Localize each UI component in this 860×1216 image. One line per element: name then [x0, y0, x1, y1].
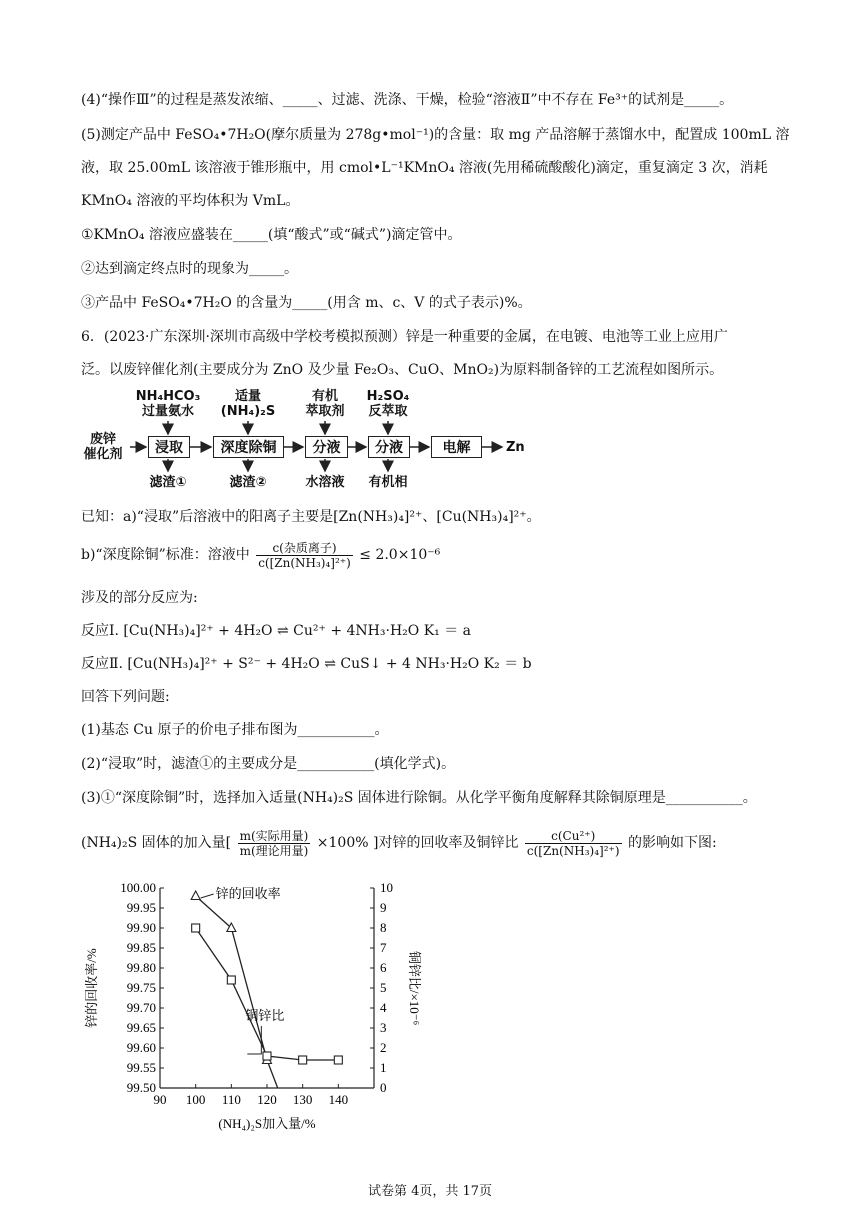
q4-line: (4)“操作Ⅲ”的过程是蒸发浓缩、_____、过滤、洗涤、干燥，检验“溶液Ⅱ”中不存在 Fe³⁺的试剂是_____。 [81, 92, 734, 108]
y-tick-label: 99.50 [126, 1080, 156, 1095]
dosage-denominator: m(理论用量) [239, 843, 309, 858]
flow-step-leach: 浸取 [148, 436, 190, 458]
q5-line-2: 液，取 25.00mL 该溶液于锥形瓶中，用 cmol•L⁻¹KMnO₄ 溶液(先用稀硫酸酸化)滴定，重复滴定 3 次，消耗 [81, 160, 768, 176]
y-tick-label: 99.55 [126, 1060, 156, 1075]
y-axis-label: 锌的回收率/% [84, 948, 99, 1028]
dosage-fraction [238, 829, 311, 858]
y-tick-label: 99.90 [126, 920, 156, 935]
y2-tick-label: 1 [380, 1060, 387, 1075]
ratio-series-label: 铜锌比 [245, 1008, 285, 1023]
known-b-limit: ≤ 2.0×10⁻⁶ [359, 547, 441, 563]
q5-line-1: (5)测定产品中 FeSO₄•7H₂O(摩尔质量为 278g•mol⁻¹)的含量：取 mg 产品溶解于蒸馏水中，配置成 100mL 溶 [81, 127, 790, 143]
known-b [81, 538, 440, 572]
q6-line-1: 6．(2023·广东深圳·深圳市高级中学校考模拟预测）锌是一种重要的金属，在电镀、电池等工业上应用广 [81, 329, 728, 345]
ratio-point [334, 1056, 342, 1064]
y2-tick-label: 3 [380, 1020, 387, 1035]
flow-input-label: 废锌 催化剂 [83, 432, 123, 462]
ratio-point [299, 1056, 307, 1064]
flow-reagent-2: 适量 (NH₄)₂S [220, 389, 276, 419]
flow-reagent-3: 有机 萃取剂 [305, 389, 345, 419]
dosage-numerator: m(实际用量) [239, 828, 309, 843]
process-flowchart [78, 385, 538, 495]
flow-byproduct-2: 滤渣② [229, 475, 267, 490]
reaction-1: 反应Ⅰ. [Cu(NH₃)₄]²⁺ + 4H₂O ⇌ Cu²⁺ + 4NH₃·H₂O K₁ ＝ a [81, 623, 472, 639]
reactions-intro: 涉及的部分反应为: [81, 590, 198, 606]
q5-sub-1: ①KMnO₄ 溶液应盛装在_____(填“酸式”或“碱式”)滴定管中。 [81, 227, 462, 243]
recovery-point [227, 923, 236, 932]
ratio-denominator: c([Zn(NH₃)₄]²⁺) [526, 843, 620, 858]
y-tick-label: 99.75 [126, 980, 156, 995]
dosage-mid: ×100% ]对锌的回收率及铜锌比 [316, 835, 519, 851]
fraction-numerator: c(杂质离子) [256, 541, 353, 556]
x-tick-label: 130 [292, 1092, 313, 1107]
y2-tick-label: 2 [380, 1040, 387, 1055]
flow-step-separate-2: 分液 [368, 436, 410, 458]
known-a: 已知：a)“浸取”后溶液中的阳离子主要是[Zn(NH₃)₄]²⁺、[Cu(NH₃)₄]²⁺。 [81, 509, 541, 525]
recovery-series-label: 锌的回收率 [215, 886, 281, 901]
part-1: (1)基态 Cu 原子的价电子排布图为___________。 [81, 722, 389, 738]
recovery-chart [78, 870, 478, 1140]
y-tick-label: 99.70 [126, 1000, 156, 1015]
recovery-point [191, 891, 200, 900]
ratio-point [192, 924, 200, 932]
y2-tick-label: 10 [380, 880, 393, 895]
flow-byproduct-1: 滤渣① [149, 475, 187, 490]
x-axis-label: (NH₄)₂S加入量/% [218, 1116, 316, 1131]
flow-byproduct-3: 水溶液 [305, 475, 345, 490]
y2-tick-label: 4 [380, 1000, 387, 1015]
flow-output-label: Zn [506, 440, 525, 455]
flow-step-separate-1: 分液 [305, 436, 348, 458]
series-line-2 [196, 928, 339, 1060]
flow-reagent-1: NH₄HCO₃ 过量氨水 [135, 389, 201, 419]
cu-zn-ratio-fraction [525, 829, 622, 858]
dosage-prefix: (NH₄)₂S 固体的加入量[ [81, 835, 232, 851]
flow-step-electrolysis: 电解 [431, 436, 482, 458]
x-tick-label: 120 [257, 1092, 277, 1107]
y-tick-label: 99.95 [126, 900, 156, 915]
y2-tick-label: 6 [380, 960, 387, 975]
part-3: (3)①“深度除铜”时，选择加入适量(NH₄)₂S 固体进行除铜。从化学平衡角度解释其除铜原理是___________。 [81, 790, 757, 806]
y-tick-label: 99.80 [126, 960, 156, 975]
known-b-prefix: b)“深度除铜”标准：溶液中 [81, 547, 250, 563]
flow-reagent-4: H₂SO₄ 反萃取 [366, 389, 410, 419]
dosage-post: 的影响如下图: [627, 835, 717, 851]
y2-tick-label: 7 [380, 940, 387, 955]
answer-intro: 回答下列问题: [81, 689, 170, 705]
ratio-point [263, 1052, 271, 1060]
flow-byproduct-4: 有机相 [368, 475, 408, 490]
y-tick-label: 99.65 [126, 1020, 156, 1035]
reaction-2: 反应Ⅱ. [Cu(NH₃)₄]²⁺ + S²⁻ + 4H₂O ⇌ CuS↓ + 4 NH₃·H₂O K₂ ＝ b [81, 656, 532, 672]
x-tick-label: 90 [153, 1092, 167, 1107]
y-tick-label: 99.85 [126, 940, 156, 955]
q6-line-2: 泛。以废锌催化剂(主要成分为 ZnO 及少量 Fe₂O₃、CuO、MnO₂)为原料制备锌的工艺流程如图所示。 [81, 362, 724, 378]
part-3-dosage [81, 826, 717, 860]
y2-axis-label: 铜锌比/×10⁻⁶ [407, 950, 422, 1026]
impurity-ratio-fraction [256, 541, 353, 570]
q5-sub-2: ②达到滴定终点时的现象为_____。 [81, 261, 298, 277]
part-2: (2)“浸取”时，滤渣①的主要成分是___________(填化学式)。 [81, 756, 456, 772]
page-footer: 试卷第 4页，共 17页 [367, 1184, 493, 1199]
y2-tick-label: 9 [380, 900, 387, 915]
y2-tick-label: 0 [380, 1080, 387, 1095]
ratio-point [227, 976, 235, 984]
ratio-numerator: c(Cu²⁺) [525, 829, 622, 844]
y2-tick-label: 5 [380, 980, 387, 995]
recovery-leader-line [201, 894, 214, 898]
flow-step-decopper: 深度除铜 [213, 436, 284, 458]
x-tick-label: 100 [185, 1092, 206, 1107]
x-tick-label: 110 [221, 1092, 241, 1107]
x-tick-label: 140 [328, 1092, 349, 1107]
y2-tick-label: 8 [380, 920, 387, 935]
q5-sub-3: ③产品中 FeSO₄•7H₂O 的含量为_____(用含 m、c、V 的式子表示)%。 [81, 295, 532, 311]
fraction-denominator: c([Zn(NH₃)₄]²⁺) [258, 555, 351, 570]
q5-line-3: KMnO₄ 溶液的平均体积为 VmL。 [81, 193, 300, 209]
y-tick-label: 99.60 [126, 1040, 156, 1055]
y-tick-label: 100.00 [120, 880, 156, 895]
